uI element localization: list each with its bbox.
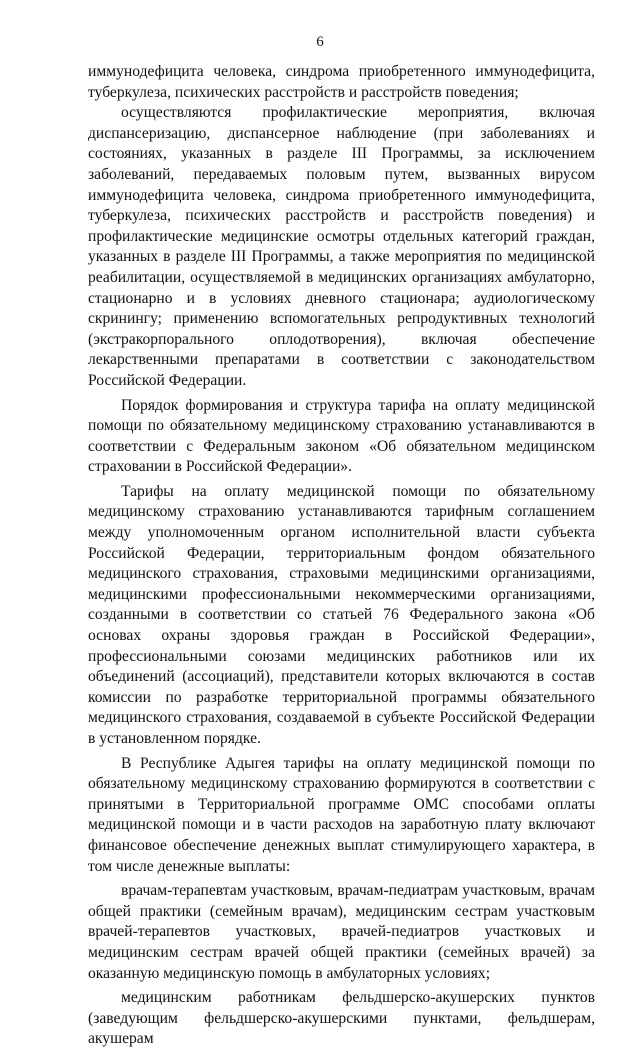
paragraph-tariff-structure: Порядок формирования и структура тарифа на оплату медицинской помощи по обязательному медицинскому страхованию устанавливаются в соответствии с Федеральным законом «Об обязательном медицинском страховании в Российской Федерации».	[88, 396, 595, 476]
document-body	[88, 62, 595, 1050]
page-number: 6	[316, 34, 324, 50]
paragraph-feldsher-payments: медицинским работникам фельдшерско-акушерских пунктов (заведующим фельдшерско-акушерскими пунктами, фельдшерам, акушерам	[88, 989, 595, 1048]
paragraph-continuation: иммунодефицита человека, синдрома приобретенного иммунодефицита, туберкулеза, психических расстройств и расстройств поведения;	[88, 63, 595, 101]
paragraph-preventive-measures: осуществляются профилактические мероприятия, включая диспансеризацию, диспансерное наблюдение (при заболеваниях и состояниях, указанных в разделе III Программы, за исключением заболеваний, передаваемых половым путем, вызванных вирусом иммунодефицита человека, синдрома приобретенного иммунодефицита, туберкулеза, психических расстройств и расстройств поведения) и профилактические медицинские осмотры отдельных категорий граждан, указанных в разделе III Программы, а также мероприятия по медицинской реабилитации, осуществляемой в медицинских организациях амбулаторно, стационарно и в условиях дневного стационара; аудиологическому скринингу; применению вспомогательных репродуктивных технологий (экстракорпорального оплодотворения), включая обеспечение лекарственными препаратами в соответствии с законодательством Российской Федерации.	[88, 104, 595, 389]
paragraph-doctors-payments: врачам-терапевтам участковым, врачам-педиатрам участковым, врачам общей практики (семейным врачам), медицинским сестрам участковым врачей-терапевтов участковых, врачей-педиатров участковых и медицинским сестрам врачей общей практики (семейных врачей) за оказанную медицинскую помощь в амбулаторных условиях;	[88, 882, 595, 982]
paragraph-tariff-agreement: Тарифы на оплату медицинской помощи по обязательному медицинскому страхованию устанавливаются тарифным соглашением между уполномоченным органом исполнительной власти субъекта Российской Федерации, территориальным фондом обязательного медицинского страхования, страховыми медицинскими организациями, медицинскими профессиональными некоммерческими организациями, созданными в соответствии со статьей 76 Федерального закона «Об основах охраны здоровья граждан в Российской Федерации», профессиональными союзами медицинских работников или их объединений (ассоциаций), представители которых включаются в состав комиссии по разработке территориальной программы обязательного медицинского страхования, создаваемой в субъекте Российской Федерации в установленном порядке.	[88, 482, 595, 747]
paragraph-adygea-tariffs: В Республике Адыгея тарифы на оплату медицинской помощи по обязательному медицинскому страхованию формируются в соответствии с принятыми в Территориальной программе ОМС способами оплаты медицинской помощи и в части расходов на заработную плату включают финансовое обеспечение денежных выплат стимулирующего характера, в том числе денежные выплаты:	[88, 754, 595, 875]
